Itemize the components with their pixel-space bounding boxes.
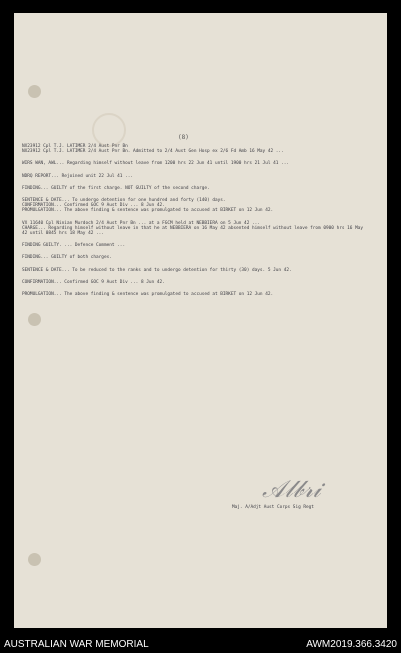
signature-title: Maj. A/Adjt Aust Corps Sig Regt bbox=[232, 505, 314, 510]
paragraph: SENTENCE & DATE... To be reduced to the ranks and to undergo detention for thirty (30) days. 5 Jun 42. bbox=[22, 267, 292, 273]
paragraph: PROMULGATION... The above finding & sentence was promulgated to accused at BIRKET on 12 Jun 42. bbox=[22, 208, 274, 214]
watermark-stamp bbox=[92, 113, 126, 147]
punch-hole bbox=[28, 85, 41, 98]
typed-text bbox=[22, 144, 367, 297]
paragraph: FINDING... GUILTY of the first charge. NOT GUILTY of the second charge. bbox=[22, 185, 210, 191]
punch-hole bbox=[28, 313, 41, 326]
paragraph: CHARGE... Regarding himself without leave in that he at NEBBIERA on 16 May 42 absented himself without leave from 0900 hrs 16 May 42 until 0845 hrs 18 May 42 ... bbox=[22, 225, 366, 237]
institution-name: AUSTRALIAN WAR MEMORIAL bbox=[4, 639, 149, 650]
paragraph: SENTENCE & DATE... To undergo detention for one hundred and forty (140) days. bbox=[22, 198, 226, 204]
document-page bbox=[14, 13, 387, 628]
paragraph: WIRS WAN, AWL... Regarding himself without leave from 1200 hrs 22 Jun 41 until 1900 hrs 21 Jul 41 ... bbox=[22, 161, 289, 167]
catalogue-reference: AWM2019.366.3420 bbox=[306, 639, 397, 650]
paragraph: NX23912 Cpl T.J. LATIMER 2/4 Aust Pnr Bn bbox=[22, 144, 128, 149]
handwritten-signature: 𝒜𝓁𝒷𝓇𝒾 bbox=[262, 475, 321, 503]
paragraph: CONFIRMATION... Confirmed GOC 9 Aust Div ... 8 Jun 42. bbox=[22, 203, 165, 209]
paragraph: FINDING... GUILTY of both charges. bbox=[22, 255, 112, 261]
paragraph: NX23912 Cpl T.J. LATIMER 2/4 Aust Pnr Bn. Admitted to 2/4 Aust Gen Hosp ex 2/6 Fd Amb 16 May 42 ... bbox=[22, 149, 284, 155]
paragraph: FINDING GUILTY. ... Defence Comment ... bbox=[22, 243, 126, 249]
page-number: (8) bbox=[178, 134, 189, 141]
paragraph: VX 11640 Cpl Ninian Murdoch 2/4 Aust Pnr Bn ... at a FGCM held at NEBBIERA on 5 Jun 42 ... bbox=[22, 220, 260, 226]
archive-footer bbox=[0, 636, 401, 653]
paragraph: CONFIRMATION... Confirmed GOC 9 Aust Div ... 8 Jun 42. bbox=[22, 279, 165, 285]
paragraph: PROMULGATION... The above finding & sentence was promulgated to accused at BIRKET on 12 Jun 42. bbox=[22, 292, 274, 298]
paragraph: NDRQ REPORT... Rejoined unit 22 Jul 41 ... bbox=[22, 173, 134, 179]
punch-hole bbox=[28, 553, 41, 566]
